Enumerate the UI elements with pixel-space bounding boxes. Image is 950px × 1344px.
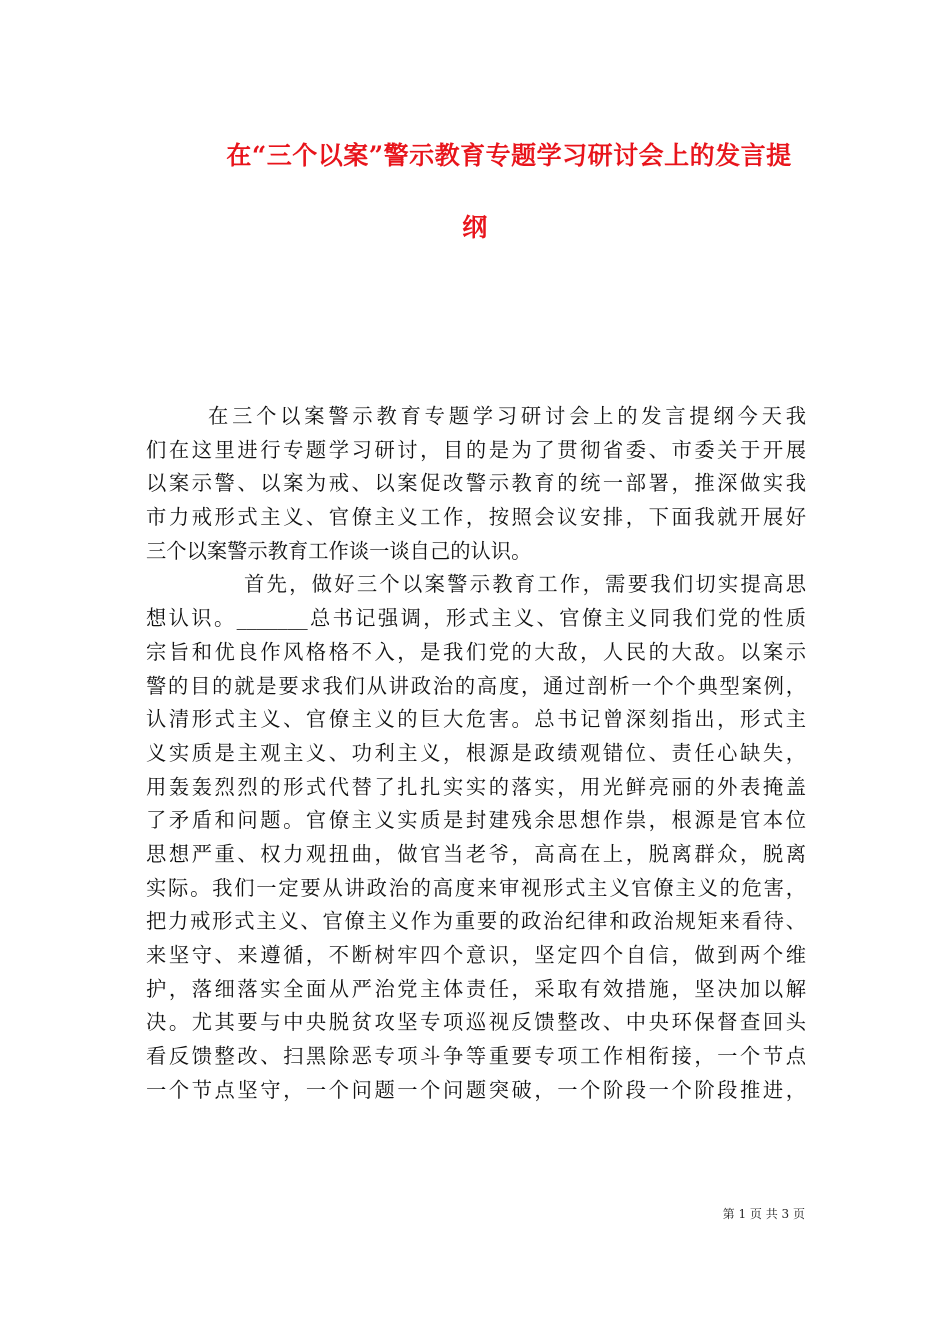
- document-title-line-2: 纲: [462, 213, 488, 242]
- text-line: 认清形式主义、官僚主义的巨大危害。总书记曾深刻指出，形式主: [146, 707, 806, 732]
- text-line: 看反馈整改、扫黑除恶专项斗争等重要专项工作相衔接，一个节点: [146, 1044, 806, 1069]
- text-line: 三个以案警示教育工作谈一谈自己的认识。: [146, 538, 532, 563]
- text-line: 了矛盾和问题。官僚主义实质是封建残余思想作祟，根源是官本位: [146, 808, 806, 833]
- document-title-line-1: 在“三个以案”警示教育专题学习研讨会上的发言提: [226, 141, 792, 170]
- text-line: 实际。我们一定要从讲政治的高度来审视形式主义官僚主义的危害，: [146, 875, 806, 900]
- paragraph-1: [146, 400, 806, 568]
- text-line: 在三个以案警示教育专题学习研讨会上的发言提纲今天我: [208, 404, 806, 428]
- text-line: 宗旨和优良作风格格不入，是我们党的大敌，人民的大敌。以案示: [146, 639, 806, 664]
- document-body: [146, 400, 806, 1107]
- text-line: 警的目的就是要求我们从讲政治的高度，通过剖析一个个典型案例，: [146, 673, 806, 698]
- text-line: 市力戒形式主义、官僚主义工作，按照会议安排，下面我就开展好: [146, 505, 806, 530]
- text-line: 把力戒形式主义、官僚主义作为重要的政治纪律和政治规矩来看待、: [146, 909, 806, 934]
- text-line: 以案示警、以案为戒、以案促改警示教育的统一部署，推深做实我: [146, 471, 806, 496]
- text-line: 想认识。_______总书记强调，形式主义、官僚主义同我们党的性质: [146, 606, 806, 631]
- text-line: 首先，做好三个以案警示教育工作，需要我们切实提高思: [244, 572, 806, 597]
- text-line: 思想严重、权力观扭曲，做官当老爷，高高在上，脱离群众，脱离: [146, 841, 806, 866]
- text-line: 们在这里进行专题学习研讨，目的是为了贯彻省委、市委关于开展: [146, 437, 806, 462]
- text-line: 用轰轰烈烈的形式代替了扎扎实实的落实，用光鲜亮丽的外表掩盖: [146, 774, 806, 799]
- text-line: 义实质是主观主义、功利主义，根源是政绩观错位、责任心缺失，: [146, 740, 806, 765]
- text-line: 护，落细落实全面从严治党主体责任，采取有效措施，坚决加以解: [146, 976, 806, 1001]
- text-line: 一个节点坚守，一个问题一个问题突破，一个阶段一个阶段推进，: [146, 1077, 806, 1102]
- page-number-footer: 第 1 页 共 3 页: [722, 1207, 805, 1221]
- paragraph-2: [146, 568, 806, 1107]
- text-line: 来坚守、来遵循，不断树牢四个意识，坚定四个自信，做到两个维: [146, 943, 806, 967]
- text-line: 决。尤其要与中央脱贫攻坚专项巡视反馈整改、中央环保督查回头: [146, 1010, 806, 1035]
